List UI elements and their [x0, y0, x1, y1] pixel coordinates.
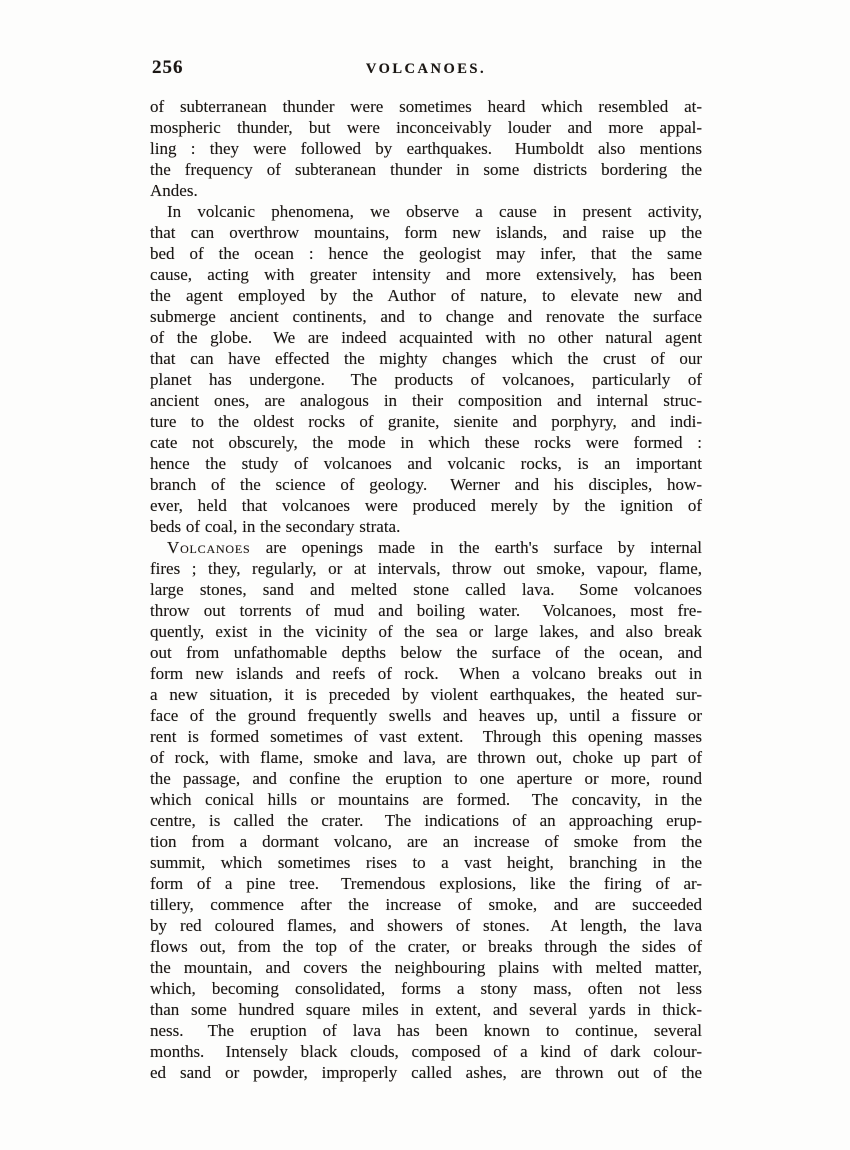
text-line: bed of the ocean : hence the geologist may infer, that the same [150, 244, 702, 263]
text-line: beds of coal, in the secondary strata. [150, 517, 401, 536]
text-line: Volcanoes are openings made in the earth's surface by internal [167, 538, 702, 557]
text-line: ancient ones, are analogous in their composition and internal struc- [150, 391, 702, 410]
text-line: face of the ground frequently swells and heaves up, until a fissure or [150, 706, 702, 725]
text-line: ling : they were followed by earthquakes. Humboldt also mentions [150, 139, 702, 158]
paragraph [150, 537, 702, 1083]
text-line: ness. The eruption of lava has been known to continue, several [150, 1021, 702, 1040]
text-line: than some hundred square miles in extent, and several yards in thick- [150, 1000, 702, 1019]
text-line: of rock, with flame, smoke and lava, are thrown out, choke up part of [150, 748, 702, 767]
paragraph [150, 96, 702, 201]
text-line: tillery, commence after the increase of smoke, and are succeeded [150, 895, 702, 914]
text-line: which, becoming consolidated, forms a stony mass, often not less [150, 979, 702, 998]
text-line: the frequency of subteranean thunder in some districts bordering the [150, 160, 702, 179]
text-line: summit, which sometimes rises to a vast height, branching in the [150, 853, 702, 872]
text-line: throw out torrents of mud and boiling water. Volcanoes, most fre- [150, 601, 702, 620]
text-line: centre, is called the crater. The indications of an approaching erup- [150, 811, 702, 830]
body-text [150, 96, 702, 1083]
text-line: fires ; they, regularly, or at intervals, throw out smoke, vapour, flame, [150, 559, 702, 578]
text-line: that can have effected the mighty changes which the crust of our [150, 349, 702, 368]
text-line: that can overthrow mountains, form new islands, and raise up the [150, 223, 702, 242]
text-line: of subterranean thunder were sometimes heard which resembled at- [150, 97, 702, 116]
text-line: form of a pine tree. Tremendous explosions, like the firing of ar- [150, 874, 702, 893]
text-line: mospheric thunder, but were inconceivably louder and more appal- [150, 118, 702, 137]
text-line: large stones, sand and melted stone called lava. Some volcanoes [150, 580, 702, 599]
text-line: rent is formed sometimes of vast extent. Through this opening masses [150, 727, 702, 746]
text-line: flows out, from the top of the crater, or breaks through the sides of [150, 937, 702, 956]
text-line: ed sand or powder, improperly called ashes, are thrown out of the [150, 1063, 702, 1082]
text-line: cause, acting with greater intensity and more extensively, has been [150, 265, 702, 284]
text-line: tion from a dormant volcano, are an increase of smoke from the [150, 832, 702, 851]
page-number: 256 [152, 57, 184, 78]
text-line: submerge ancient continents, and to change and renovate the surface [150, 307, 702, 326]
text-line: Andes. [150, 181, 198, 200]
running-header: VOLCANOES. [365, 61, 487, 77]
text-line: cate not obscurely, the mode in which these rocks were formed : [150, 433, 702, 452]
text-line: planet has undergone. The products of volcanoes, particularly of [150, 370, 702, 389]
text-line: ever, held that volcanoes were produced merely by the ignition of [150, 496, 702, 515]
paragraph [150, 201, 702, 537]
text-line: hence the study of volcanoes and volcanic rocks, is an important [150, 454, 702, 473]
text-line: form new islands and reefs of rock. When a volcano breaks out in [150, 664, 702, 683]
text-line: In volcanic phenomena, we observe a cause in present activity, [167, 202, 702, 221]
text-line: quently, exist in the vicinity of the sea or large lakes, and also break [150, 622, 702, 641]
text-line: months. Intensely black clouds, composed of a kind of dark colour- [150, 1042, 702, 1061]
text-line: which conical hills or mountains are formed. The concavity, in the [150, 790, 702, 809]
text-line: a new situation, it is preceded by violent earthquakes, the heated sur- [150, 685, 702, 704]
text-line: ture to the oldest rocks of granite, sienite and porphyry, and indi- [150, 412, 702, 431]
text-line: of the globe. We are indeed acquainted with no other natural agent [150, 328, 702, 347]
lead-word-smallcaps: Volcanoes [167, 538, 251, 557]
text-line: out from unfathomable depths below the surface of the ocean, and [150, 643, 702, 662]
text-line: by red coloured flames, and showers of stones. At length, the lava [150, 916, 702, 935]
text-line: the agent employed by the Author of nature, to elevate new and [150, 286, 702, 305]
text-line: the passage, and confine the eruption to one aperture or more, round [150, 769, 702, 788]
text-line: branch of the science of geology. Werner and his disciples, how- [150, 475, 702, 494]
text-line: the mountain, and covers the neighbouring plains with melted matter, [150, 958, 702, 977]
